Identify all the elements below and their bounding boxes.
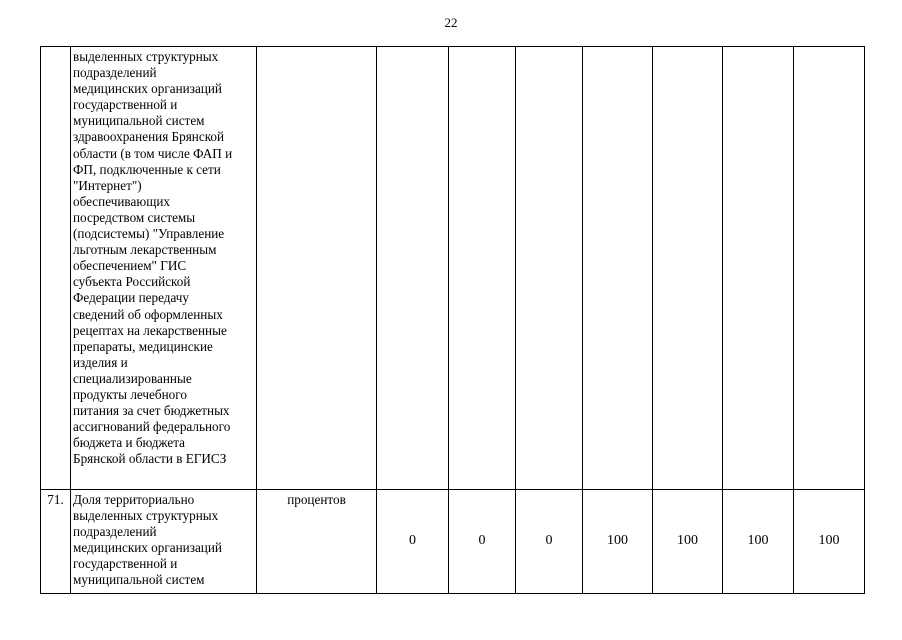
indicator-name-line: подразделений bbox=[73, 65, 157, 81]
indicator-name-line: медицинских организаций bbox=[73, 81, 222, 97]
value-cell bbox=[723, 47, 794, 490]
value-text: 0 bbox=[409, 533, 416, 549]
indicator-name-line: государственной и bbox=[73, 97, 178, 113]
indicator-name-line: специализированные bbox=[73, 370, 192, 386]
table-row bbox=[41, 47, 865, 490]
value-text: 100 bbox=[607, 533, 628, 549]
value-text: 100 bbox=[818, 533, 840, 549]
indicator-name-line: бюджета и бюджета bbox=[73, 435, 185, 451]
row-number: 71. bbox=[41, 490, 71, 594]
row-number bbox=[41, 47, 71, 490]
value-cell bbox=[653, 490, 723, 594]
indicator-name-line: муниципальной систем bbox=[73, 572, 205, 588]
indicator-name-line: ассигнований федерального bbox=[73, 419, 231, 435]
indicator-name-line: подразделений bbox=[73, 524, 157, 540]
value-cell bbox=[583, 47, 653, 490]
indicator-name-line: изделия и bbox=[73, 354, 128, 370]
indicator-name-line: Доля территориально bbox=[73, 492, 195, 507]
indicator-name-line: обеспечивающих bbox=[73, 193, 170, 209]
indicator-name-line: здравоохранения Брянской bbox=[73, 129, 225, 145]
value-cell bbox=[516, 47, 583, 490]
value-text: 0 bbox=[545, 533, 553, 549]
page-number: 22 bbox=[444, 15, 458, 30]
indicator-name bbox=[71, 490, 257, 594]
indicator-name-line: (подсистемы) "Управление bbox=[73, 226, 225, 242]
indicator-name-line: посредством системы bbox=[73, 209, 196, 225]
unit-of-measure: процентов bbox=[257, 490, 377, 594]
indicator-name-line: Федерации передачу bbox=[73, 290, 190, 306]
indicator-name-line: субъекта Российской bbox=[73, 274, 191, 290]
indicator-name bbox=[71, 47, 257, 490]
unit-of-measure bbox=[257, 47, 377, 490]
value-text: 0 bbox=[478, 533, 486, 549]
indicator-table bbox=[40, 46, 865, 594]
indicator-name-line: рецептах на лекарственные bbox=[73, 322, 227, 338]
indicator-name-line: обеспечением" ГИС bbox=[73, 258, 187, 274]
value-text: 100 bbox=[677, 533, 698, 549]
value-cell bbox=[583, 490, 653, 594]
indicator-name-line: выделенных структурных bbox=[73, 508, 219, 524]
value-cell bbox=[723, 490, 794, 594]
indicator-name-line: продукты лечебного bbox=[73, 386, 187, 402]
value-cell bbox=[449, 47, 516, 490]
indicator-name-line: медицинских организаций bbox=[73, 540, 222, 556]
table-row bbox=[41, 490, 865, 594]
value-cell bbox=[377, 490, 449, 594]
indicator-name-line: государственной и bbox=[73, 556, 178, 572]
indicator-name-line: ФП, подключенные к сети bbox=[73, 161, 221, 177]
indicator-name-line: препараты, медицинские bbox=[73, 338, 213, 354]
value-cell bbox=[377, 47, 449, 490]
value-cell bbox=[653, 47, 723, 490]
indicator-name-line: муниципальной систем bbox=[73, 113, 205, 129]
value-text: 100 bbox=[747, 533, 769, 549]
indicator-name-line: сведений об оформленных bbox=[73, 306, 223, 322]
indicator-name-line: выделенных структурных bbox=[73, 49, 219, 64]
indicator-name-line: области (в том числе ФАП и bbox=[73, 145, 233, 161]
indicator-name-line: питания за счет бюджетных bbox=[73, 403, 230, 419]
value-cell bbox=[516, 490, 583, 594]
value-cell bbox=[794, 490, 865, 594]
value-cell bbox=[794, 47, 865, 490]
value-cell bbox=[449, 490, 516, 594]
indicator-name-line: Брянской области в ЕГИСЗ bbox=[73, 451, 227, 467]
indicator-name-line: "Интернет") bbox=[73, 177, 142, 193]
indicator-name-line: льготным лекарственным bbox=[73, 242, 217, 258]
